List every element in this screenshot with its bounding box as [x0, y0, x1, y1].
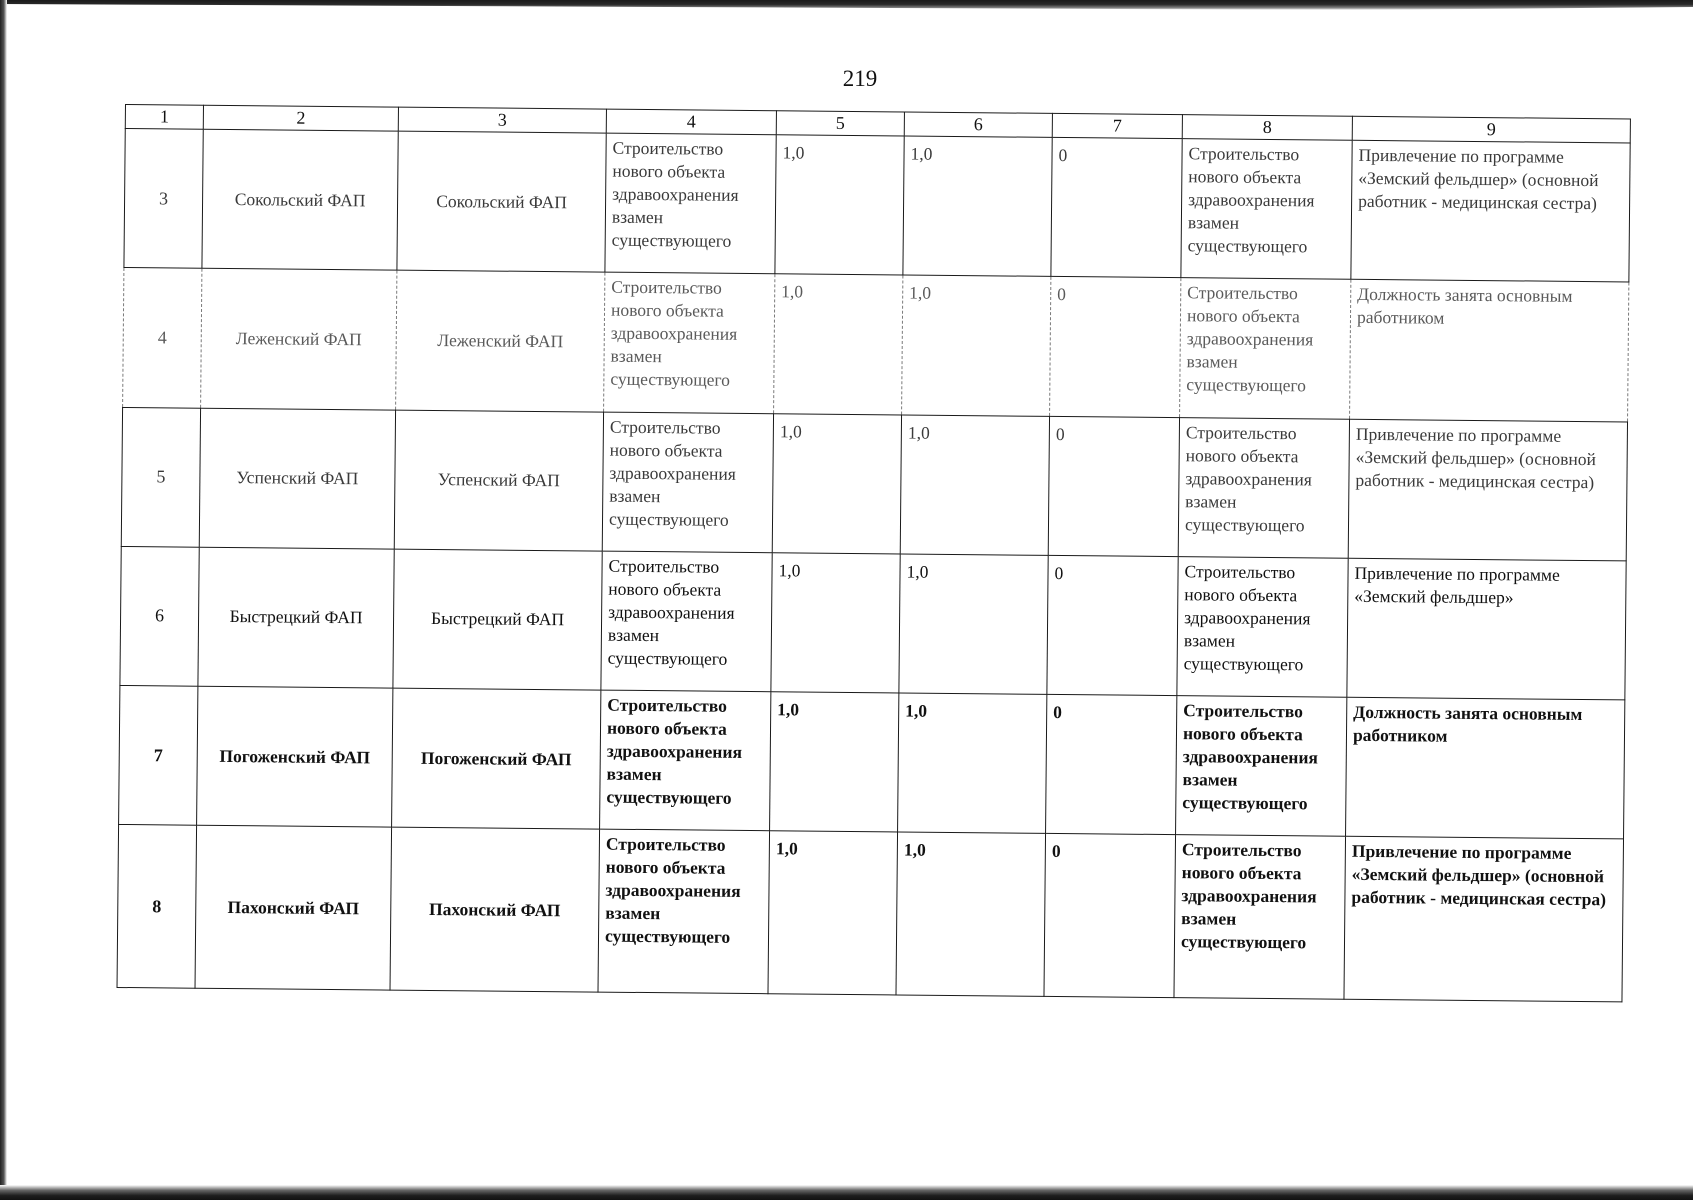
- value-col7: 0: [1047, 555, 1178, 696]
- column-header: 6: [904, 112, 1052, 137]
- table-row: [119, 686, 1625, 840]
- facility-name: Быстрецкий ФАП: [198, 547, 394, 688]
- column-header: 5: [776, 111, 904, 136]
- activity-cell-2: Строительство нового объекта здравоохранения взамен существующего: [1177, 556, 1348, 697]
- fap-table: [117, 104, 1631, 1002]
- activity-cell: Строительство нового объекта здравоохранения взамен существующего: [605, 133, 776, 274]
- facility-name: Пахонский ФАП: [195, 826, 392, 991]
- table-row: [120, 546, 1626, 700]
- value-col5: 1,0: [768, 831, 898, 995]
- column-header: 1: [125, 105, 203, 130]
- value-col5: 1,0: [772, 413, 901, 553]
- activity-cell-2: Строительство нового объекта здравоохранения взамен существующего: [1180, 278, 1351, 419]
- row-number: 5: [121, 407, 200, 547]
- value-col7: 0: [1051, 137, 1182, 278]
- value-col6: 1,0: [900, 414, 1049, 555]
- activity-cell-2: Строительство нового объекта здравоохранения взамен существующего: [1178, 417, 1349, 558]
- row-number: 4: [123, 268, 202, 408]
- column-header: 2: [203, 105, 398, 131]
- value-col6: 1,0: [899, 554, 1048, 695]
- note-cell: Привлечение по программе «Земский фельдшер» (основной работник - медицинская сестра): [1348, 419, 1627, 561]
- facility-name: Успенский ФАП: [199, 408, 395, 549]
- row-number: 3: [124, 129, 203, 269]
- note-cell: Должность занята основным работником: [1346, 697, 1625, 839]
- value-col5: 1,0: [775, 135, 904, 275]
- note-cell: Должность занята основным работником: [1350, 280, 1629, 422]
- facility-name-2: Успенский ФАП: [394, 410, 603, 551]
- column-header: 4: [606, 109, 776, 135]
- row-number: 8: [117, 825, 197, 988]
- activity-cell-2: Строительство нового объекта здравоохранения взамен существующего: [1174, 835, 1346, 999]
- facility-name: Сокольский ФАП: [202, 129, 398, 270]
- scan-edge-left: [0, 0, 7, 1200]
- column-header: 7: [1052, 113, 1182, 138]
- facility-name-2: Пахонский ФАП: [390, 827, 600, 992]
- facility-name-2: Сокольский ФАП: [397, 131, 606, 272]
- table-row: [117, 825, 1623, 1002]
- column-header: 3: [398, 107, 606, 133]
- facility-name-2: Погоженский ФАП: [392, 688, 601, 829]
- value-col5: 1,0: [770, 692, 899, 832]
- column-header: 9: [1352, 116, 1630, 143]
- value-col6: 1,0: [896, 832, 1046, 996]
- column-header: 8: [1182, 115, 1352, 141]
- note-cell: Привлечение по программе «Земский фельдшер» (основной работник - медицинская сестра): [1351, 140, 1630, 282]
- activity-cell: Строительство нового объекта здравоохранения взамен существующего: [600, 690, 771, 831]
- activity-cell-2: Строительство нового объекта здравоохранения взамен существующего: [1181, 139, 1352, 280]
- note-cell: Привлечение по программе «Земский фельдшер»: [1347, 558, 1626, 700]
- value-col7: 0: [1050, 277, 1181, 418]
- value-col7: 0: [1044, 834, 1176, 998]
- activity-cell: Строительство нового объекта здравоохранения взамен существующего: [601, 551, 772, 692]
- row-number: 7: [119, 686, 198, 826]
- row-number: 6: [120, 546, 199, 686]
- value-col6: 1,0: [903, 136, 1052, 277]
- facility-name-2: Леженский ФАП: [396, 270, 605, 411]
- activity-cell-2: Строительство нового объекта здравоохранения взамен существующего: [1176, 696, 1347, 837]
- facility-name: Погоженский ФАП: [197, 686, 393, 827]
- activity-cell: Строительство нового объекта здравоохранения взамен существующего: [598, 829, 770, 993]
- table-row: [121, 407, 1627, 561]
- table-row: [123, 268, 1629, 422]
- value-col7: 0: [1048, 416, 1179, 557]
- scan-edge-top: [0, 0, 1693, 10]
- facility-name-2: Быстрецкий ФАП: [393, 549, 602, 690]
- value-col6: 1,0: [898, 693, 1047, 834]
- note-cell: Привлечение по программе «Земский фельдшер» (основной работник - медицинская сестра): [1344, 837, 1624, 1002]
- activity-cell: Строительство нового объекта здравоохранения взамен существующего: [602, 412, 773, 553]
- table-row: [124, 129, 1630, 283]
- value-col5: 1,0: [774, 274, 903, 414]
- scan-edge-bottom: [0, 1185, 1693, 1200]
- value-col7: 0: [1046, 694, 1177, 835]
- value-col5: 1,0: [771, 553, 900, 693]
- activity-cell: Строительство нового объекта здравоохранения взамен существующего: [604, 272, 775, 413]
- facility-name: Леженский ФАП: [201, 269, 397, 410]
- value-col6: 1,0: [902, 275, 1051, 416]
- page-number: 219: [842, 66, 878, 91]
